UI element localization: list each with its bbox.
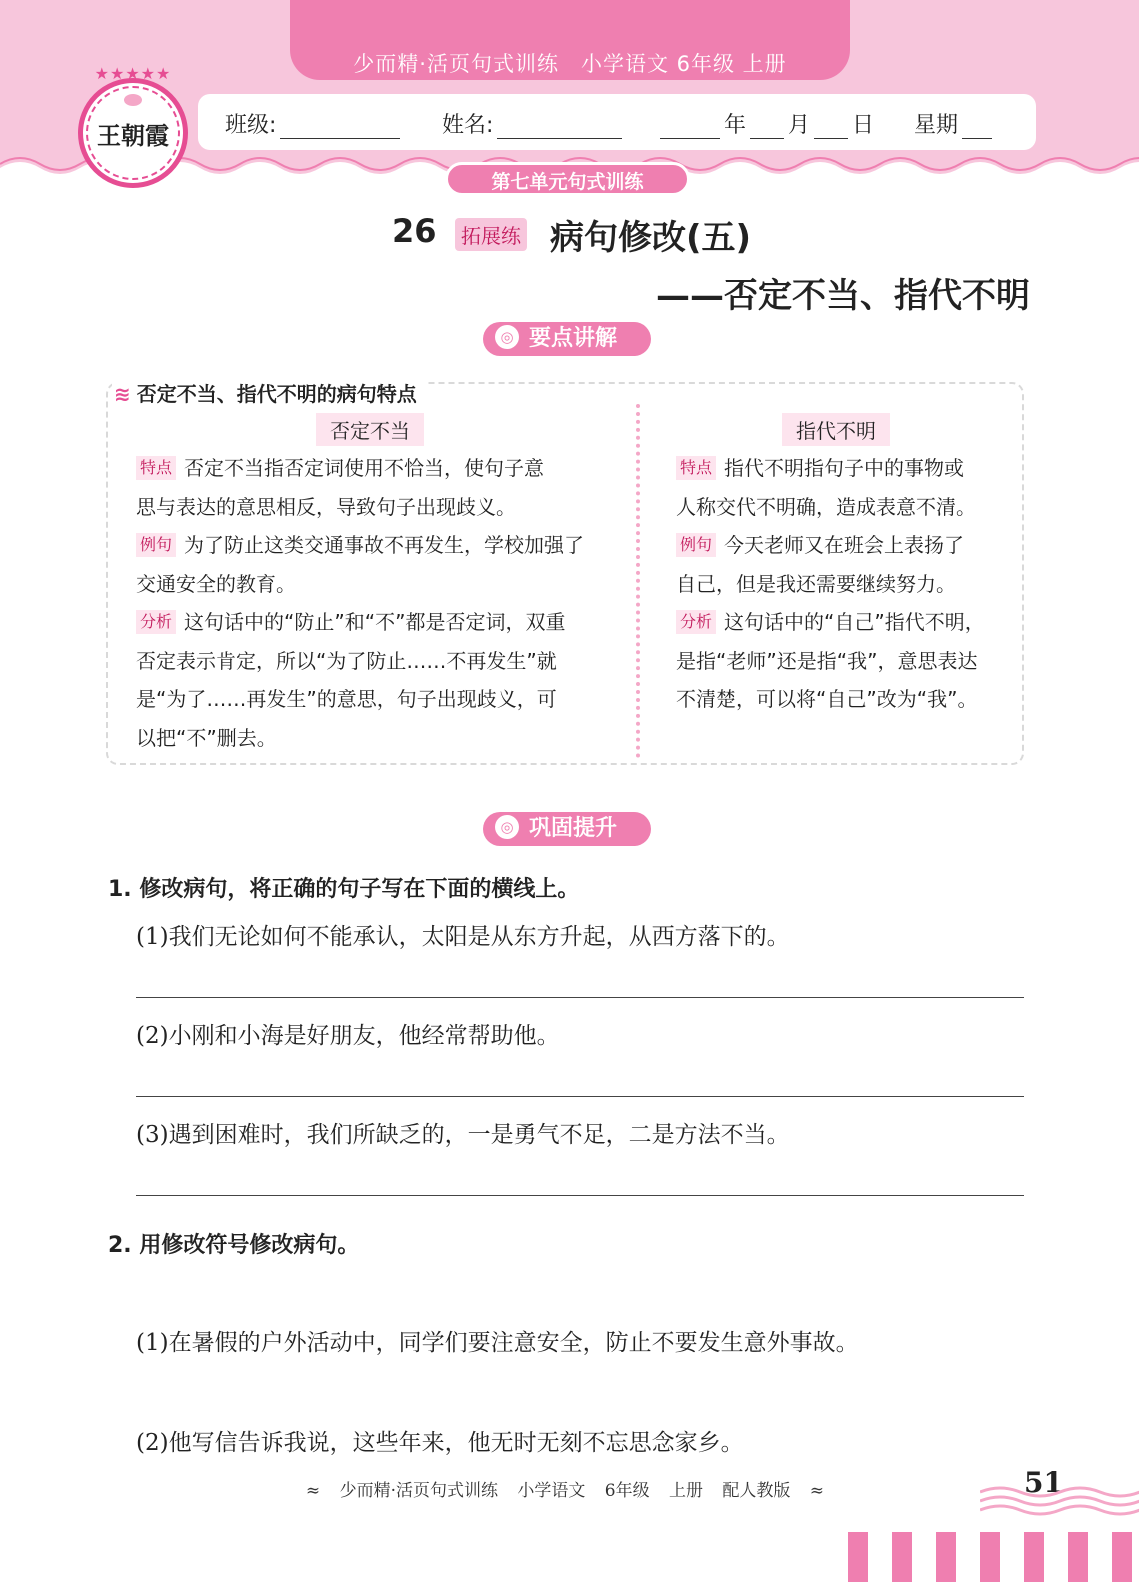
column-divider xyxy=(636,404,640,758)
right-column xyxy=(676,449,1016,719)
badge-icon: ◎ xyxy=(495,815,519,839)
series-title: 少而精·活页句式训练 小学语文 6年级 上册 xyxy=(353,52,787,76)
year-blank[interactable] xyxy=(660,116,720,139)
star-icon: ★ xyxy=(156,64,172,83)
footer-stripe xyxy=(1024,1532,1044,1582)
question-1-item-2: (2)小刚和小海是好朋友，他经常帮助他。 xyxy=(136,1023,560,1049)
footer-stripe xyxy=(1068,1532,1088,1582)
analysis-text: 这句话中的“自己”指代不明， xyxy=(724,610,985,634)
question-1-title: 1. 修改病句，将正确的句子写在下面的横线上。 xyxy=(108,877,580,902)
feature-line: 思与表达的意思相反，导致句子出现歧义。 xyxy=(136,494,516,519)
analysis-line: 是“为了……再发生”的意思，句子出现歧义，可 xyxy=(136,687,557,711)
footer-stripe xyxy=(892,1532,912,1582)
answer-line-3[interactable] xyxy=(136,1195,1024,1196)
month-blank[interactable] xyxy=(750,116,784,139)
name-field[interactable] xyxy=(442,108,626,139)
analysis-label: 分析 xyxy=(136,610,176,634)
feature-text: 指代不明指句子中的事物或 xyxy=(724,456,965,480)
date-field[interactable] xyxy=(656,108,996,139)
year-label: 年 xyxy=(724,113,747,138)
example-text: 为了防止这类交通事故不再发生，学校加强了 xyxy=(184,533,585,557)
analysis-text: 这句话中的“防止”和“不”都是否定词，双重 xyxy=(184,610,566,634)
key-points-heading-text: 否定不当、指代不明的病句特点 xyxy=(136,382,417,406)
class-field[interactable] xyxy=(225,108,404,139)
key-points-heading xyxy=(112,378,427,407)
star-icon: ★ xyxy=(125,64,141,83)
example-line: 交通安全的教育。 xyxy=(136,571,296,596)
feature-label: 特点 xyxy=(676,456,716,480)
lesson-tag: 拓展练 xyxy=(455,218,527,251)
question-1-item-1: (1)我们无论如何不能承认，太阳是从东方升起，从西方落下的。 xyxy=(136,924,790,950)
lesson-subtitle: ——否定不当、指代不明 xyxy=(656,276,1030,316)
footer-stripe xyxy=(980,1532,1000,1582)
example-label: 例句 xyxy=(676,533,716,557)
flower-icon xyxy=(124,94,142,106)
right-column-heading: 指代不明 xyxy=(782,413,890,446)
unit-label: 第七单元句式训练 xyxy=(445,162,690,196)
analysis-label: 分析 xyxy=(676,610,716,634)
day-blank[interactable] xyxy=(814,116,848,139)
answer-line-1[interactable] xyxy=(136,997,1024,998)
footer-text: ≈ 少而精·活页句式训练 小学语文 6年级 上册 配人教版 ≈ xyxy=(305,1481,825,1501)
feature-label: 特点 xyxy=(136,456,176,480)
example-line xyxy=(136,526,616,565)
badge-icon: ◎ xyxy=(495,325,519,349)
analysis-line: 是指“老师”还是指“我”，意思表达 xyxy=(676,648,978,673)
example-label: 例句 xyxy=(136,533,176,557)
left-column xyxy=(136,449,616,757)
logo-stars xyxy=(88,64,178,83)
star-icon: ★ xyxy=(140,64,157,83)
example-line xyxy=(676,526,1016,565)
example-text: 今天老师又在班会上表扬了 xyxy=(724,533,965,557)
name-blank[interactable] xyxy=(497,116,622,139)
section-practice xyxy=(483,812,651,846)
lesson-title: 病句修改(五) xyxy=(550,218,752,258)
analysis-line: 否定表示肯定，所以“为了防止……不再发生”就 xyxy=(136,648,557,673)
analysis-line: 不清楚，可以将“自己”改为“我”。 xyxy=(676,687,978,711)
left-column-heading: 否定不当 xyxy=(316,413,424,446)
question-2-item-1: (1)在暑假的户外活动中，同学们要注意安全，防止不要发生意外事故。 xyxy=(136,1330,859,1356)
feature-text: 否定不当指否定词使用不恰当，使句子意 xyxy=(184,456,545,480)
day-label: 日 xyxy=(852,113,875,138)
page-number: 51 xyxy=(1024,1466,1063,1499)
example-line: 自己，但是我还需要继续努力。 xyxy=(676,571,956,596)
logo-name: 王朝霞 xyxy=(97,121,169,150)
wave-icon: ≋ xyxy=(114,382,131,406)
question-2-title: 2. 用修改符号修改病句。 xyxy=(108,1233,360,1258)
footer-stripe xyxy=(848,1532,868,1582)
class-label: 班级: xyxy=(225,113,277,138)
analysis-line xyxy=(136,603,616,642)
lesson-number: 26 xyxy=(392,212,437,250)
name-label: 姓名: xyxy=(442,113,494,138)
footer-stripe xyxy=(1112,1532,1132,1582)
star-icon: ★ xyxy=(94,64,110,83)
weekday-blank[interactable] xyxy=(962,116,992,139)
feature-line: 人称交代不明确，造成表意不清。 xyxy=(676,494,976,519)
answer-line-2[interactable] xyxy=(136,1096,1024,1097)
month-label: 月 xyxy=(788,113,811,138)
feature-line xyxy=(676,449,1016,488)
class-blank[interactable] xyxy=(280,116,400,139)
feature-line xyxy=(136,449,616,488)
star-icon: ★ xyxy=(109,64,126,83)
footer-stripe xyxy=(936,1532,956,1582)
footer-wave-decoration xyxy=(980,1484,1139,1518)
analysis-line xyxy=(676,603,1016,642)
analysis-line: 以把“不”删去。 xyxy=(136,725,277,750)
section-practice-label: 巩固提升 xyxy=(529,816,618,841)
weekday-label: 星期 xyxy=(914,113,959,138)
section-key-points xyxy=(483,322,651,356)
question-1-item-3: (3)遇到困难时，我们所缺乏的，一是勇气不足，二是方法不当。 xyxy=(136,1122,790,1148)
section-key-points-label: 要点讲解 xyxy=(529,326,618,351)
question-2-item-2: (2)他写信告诉我说，这些年来，他无时无刻不忘思念家乡。 xyxy=(136,1430,744,1456)
